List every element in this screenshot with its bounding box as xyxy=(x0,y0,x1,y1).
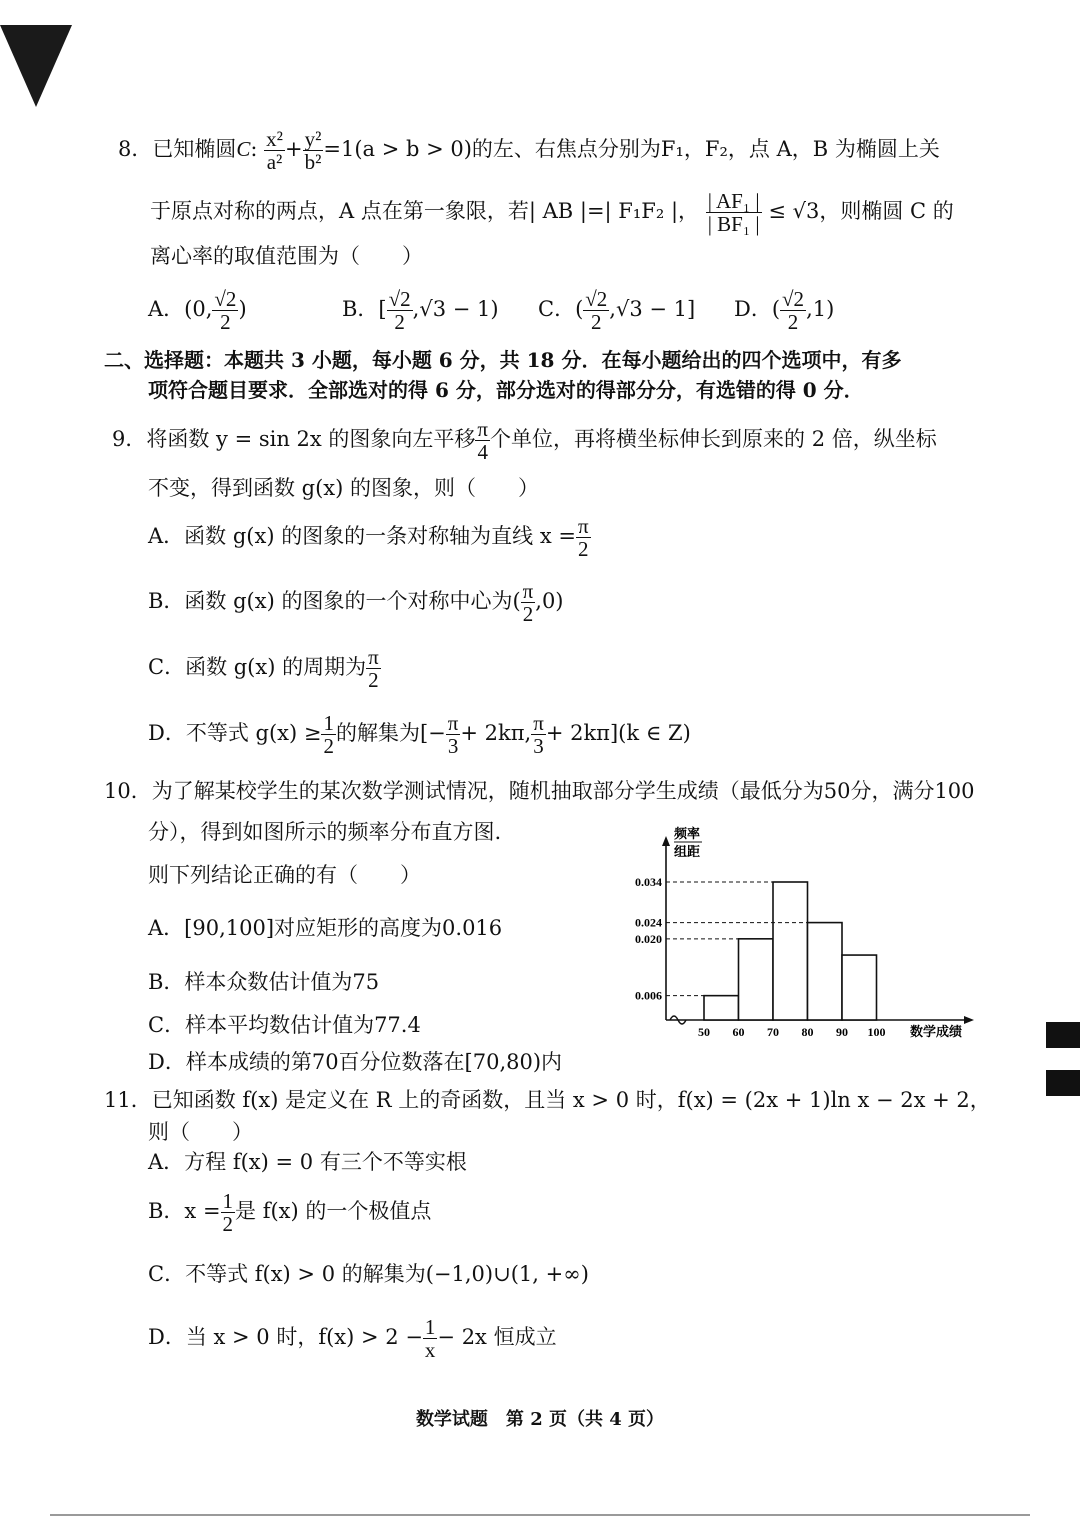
q8-line3: 离心率的取值范围为（ ） xyxy=(150,244,423,268)
q9-option-a: A．函数 g(x) 的图象的一条对称轴为直线 x = $\frac{\pi}{2}$ xyxy=(148,514,589,562)
q11-option-a: A．方程 f(x) = 0 有三个不等实根 xyxy=(148,1150,467,1174)
x-tick-label: 100 xyxy=(867,1025,886,1039)
q8-option-b: B．[ $\frac{√2}{2}$ ,√3 − 1) xyxy=(342,287,499,335)
y-axis-arrow xyxy=(662,836,670,846)
q9-option-c: C．函数 g(x) 的周期为 $\frac{\pi}{2}$ xyxy=(148,645,379,693)
q9-line2: 不变，得到函数 g(x) 的图象，则（ ） xyxy=(148,476,540,500)
y-label-bottom: 组距 xyxy=(674,844,701,859)
q9-option-b: B．函数 g(x) 的图象的一个对称中心为( $\frac{\pi}{2}$ ,0) xyxy=(148,579,564,627)
q10-option-c: C．样本平均数估计值为77.4 xyxy=(148,1013,421,1037)
margin-mark-1 xyxy=(1046,1022,1080,1048)
q8-line2: 于原点对称的两点，A 点在第一象限，若| AB |=| F₁F₂ |， $\frac{\text{| AF₁ |}}{\text{| BF₁ |}}$ ≤ √3，则椭圆 C 的 xyxy=(150,189,954,237)
q10-option-d: D．样本成绩的第70百分位数落在[70,80)内 xyxy=(148,1050,563,1074)
q8-option-d: D．( $\frac{√2}{2}$ ,1) xyxy=(734,287,835,335)
x-tick-label: 50 xyxy=(698,1025,710,1039)
y-tick-label: 0.034 xyxy=(635,875,662,889)
q9-line1: 9．将函数 y = sin 2x 的图象向左平移 $\frac{\pi}{4}$ 个单位，再将横坐标伸长到原来的 2 倍，纵坐标 xyxy=(112,417,937,465)
q10-line3: 则下列结论正确的有（ ） xyxy=(148,863,421,887)
frequency-histogram xyxy=(600,820,980,1045)
page-footer: 数学试题 第 2 页（共 4 页） xyxy=(415,1409,665,1430)
q10-option-b: B．样本众数估计值为75 xyxy=(148,970,380,994)
q8-option-a: A．(0, $\frac{√2}{2}$ ) xyxy=(148,287,247,335)
corner-registration-mark xyxy=(0,25,72,107)
q11-line1: 11．已知函数 f(x) 是定义在 R 上的奇函数，且当 x > 0 时，f(x) = (2x + 1)ln x − 2x + 2， xyxy=(104,1088,991,1112)
q8-option-c: C．( $\frac{√2}{2}$ ,√3 − 1] xyxy=(538,287,696,335)
y-tick-label: 0.024 xyxy=(635,915,662,930)
histogram-bar xyxy=(808,923,843,1020)
q11-line2: 则（ ） xyxy=(148,1120,253,1144)
margin-mark-2 xyxy=(1046,1070,1080,1096)
y-tick-label: 0.006 xyxy=(635,988,662,1003)
q8-line1: 8．已知椭圆C: $\frac{\text{x²}}{\text{a²}}$ + $\frac{\text{y²}}{\text{b²}}$ =1(a > b > 0)的左、右焦点分别为F₁，F₂，点 A，B 为椭圆上关 xyxy=(118,127,940,175)
x-axis-label: 数学成绩 xyxy=(910,1024,963,1039)
section2-heading-line2: 项符合题目要求．全部选对的得 6 分，部分选对的得部分分，有选错的得 0 分． xyxy=(148,378,864,402)
histogram-bar xyxy=(739,939,774,1020)
q11-option-b: B．x = $\frac{1}{2}$ 是 f(x) 的一个极值点 xyxy=(148,1189,432,1237)
x-tick-label: 80 xyxy=(801,1025,814,1039)
q10-line1: 10．为了解某校学生的某次数学测试情况，随机抽取部分学生成绩（最低分为50分，满分100 xyxy=(104,779,975,803)
x-tick-label: 60 xyxy=(732,1025,745,1039)
q10-option-a: A．[90,100]对应矩形的高度为0.016 xyxy=(148,916,503,940)
y-label-top: 频率 xyxy=(674,826,701,841)
bottom-rule xyxy=(50,1514,1030,1516)
section2-heading-line1: 二、选择题：本题共 3 小题，每小题 6 分，共 18 分．在每小题给出的四个选项中，有多 xyxy=(104,348,902,372)
histogram-bar xyxy=(842,955,877,1020)
q9-option-d: D．不等式 g(x) ≥ $\frac{1}{2}$ 的解集为[− $\frac{\pi}{3}$ + 2kπ, $\frac{\pi}{3}$ + 2kπ](k ∈ Z) xyxy=(148,711,691,759)
q8-frac-y: $\frac{\text{y²}}{\text{b²}}$ xyxy=(304,127,322,175)
x-axis-arrow xyxy=(964,1016,974,1024)
q11-option-d: D．当 x > 0 时，f(x) > 2 − $\frac{1}{x}$ − 2x 恒成立 xyxy=(148,1315,557,1363)
histogram-bar xyxy=(704,996,739,1020)
q10-line2: 分），得到如图所示的频率分布直方图. xyxy=(148,820,502,844)
histogram-bar xyxy=(773,882,808,1020)
q11-option-c: C．不等式 f(x) > 0 的解集为(−1,0)∪(1, +∞) xyxy=(148,1262,589,1286)
q8-frac-af-bf: $\frac{\text{| AF₁ |}}{\text{| BF₁ |}}$ xyxy=(707,189,760,237)
x-tick-label: 90 xyxy=(836,1025,848,1039)
x-tick-label: 70 xyxy=(767,1025,779,1039)
y-tick-label: 0.020 xyxy=(635,931,662,946)
q8-frac-x: $\frac{\text{x²}}{\text{a²}}$ xyxy=(266,127,283,175)
